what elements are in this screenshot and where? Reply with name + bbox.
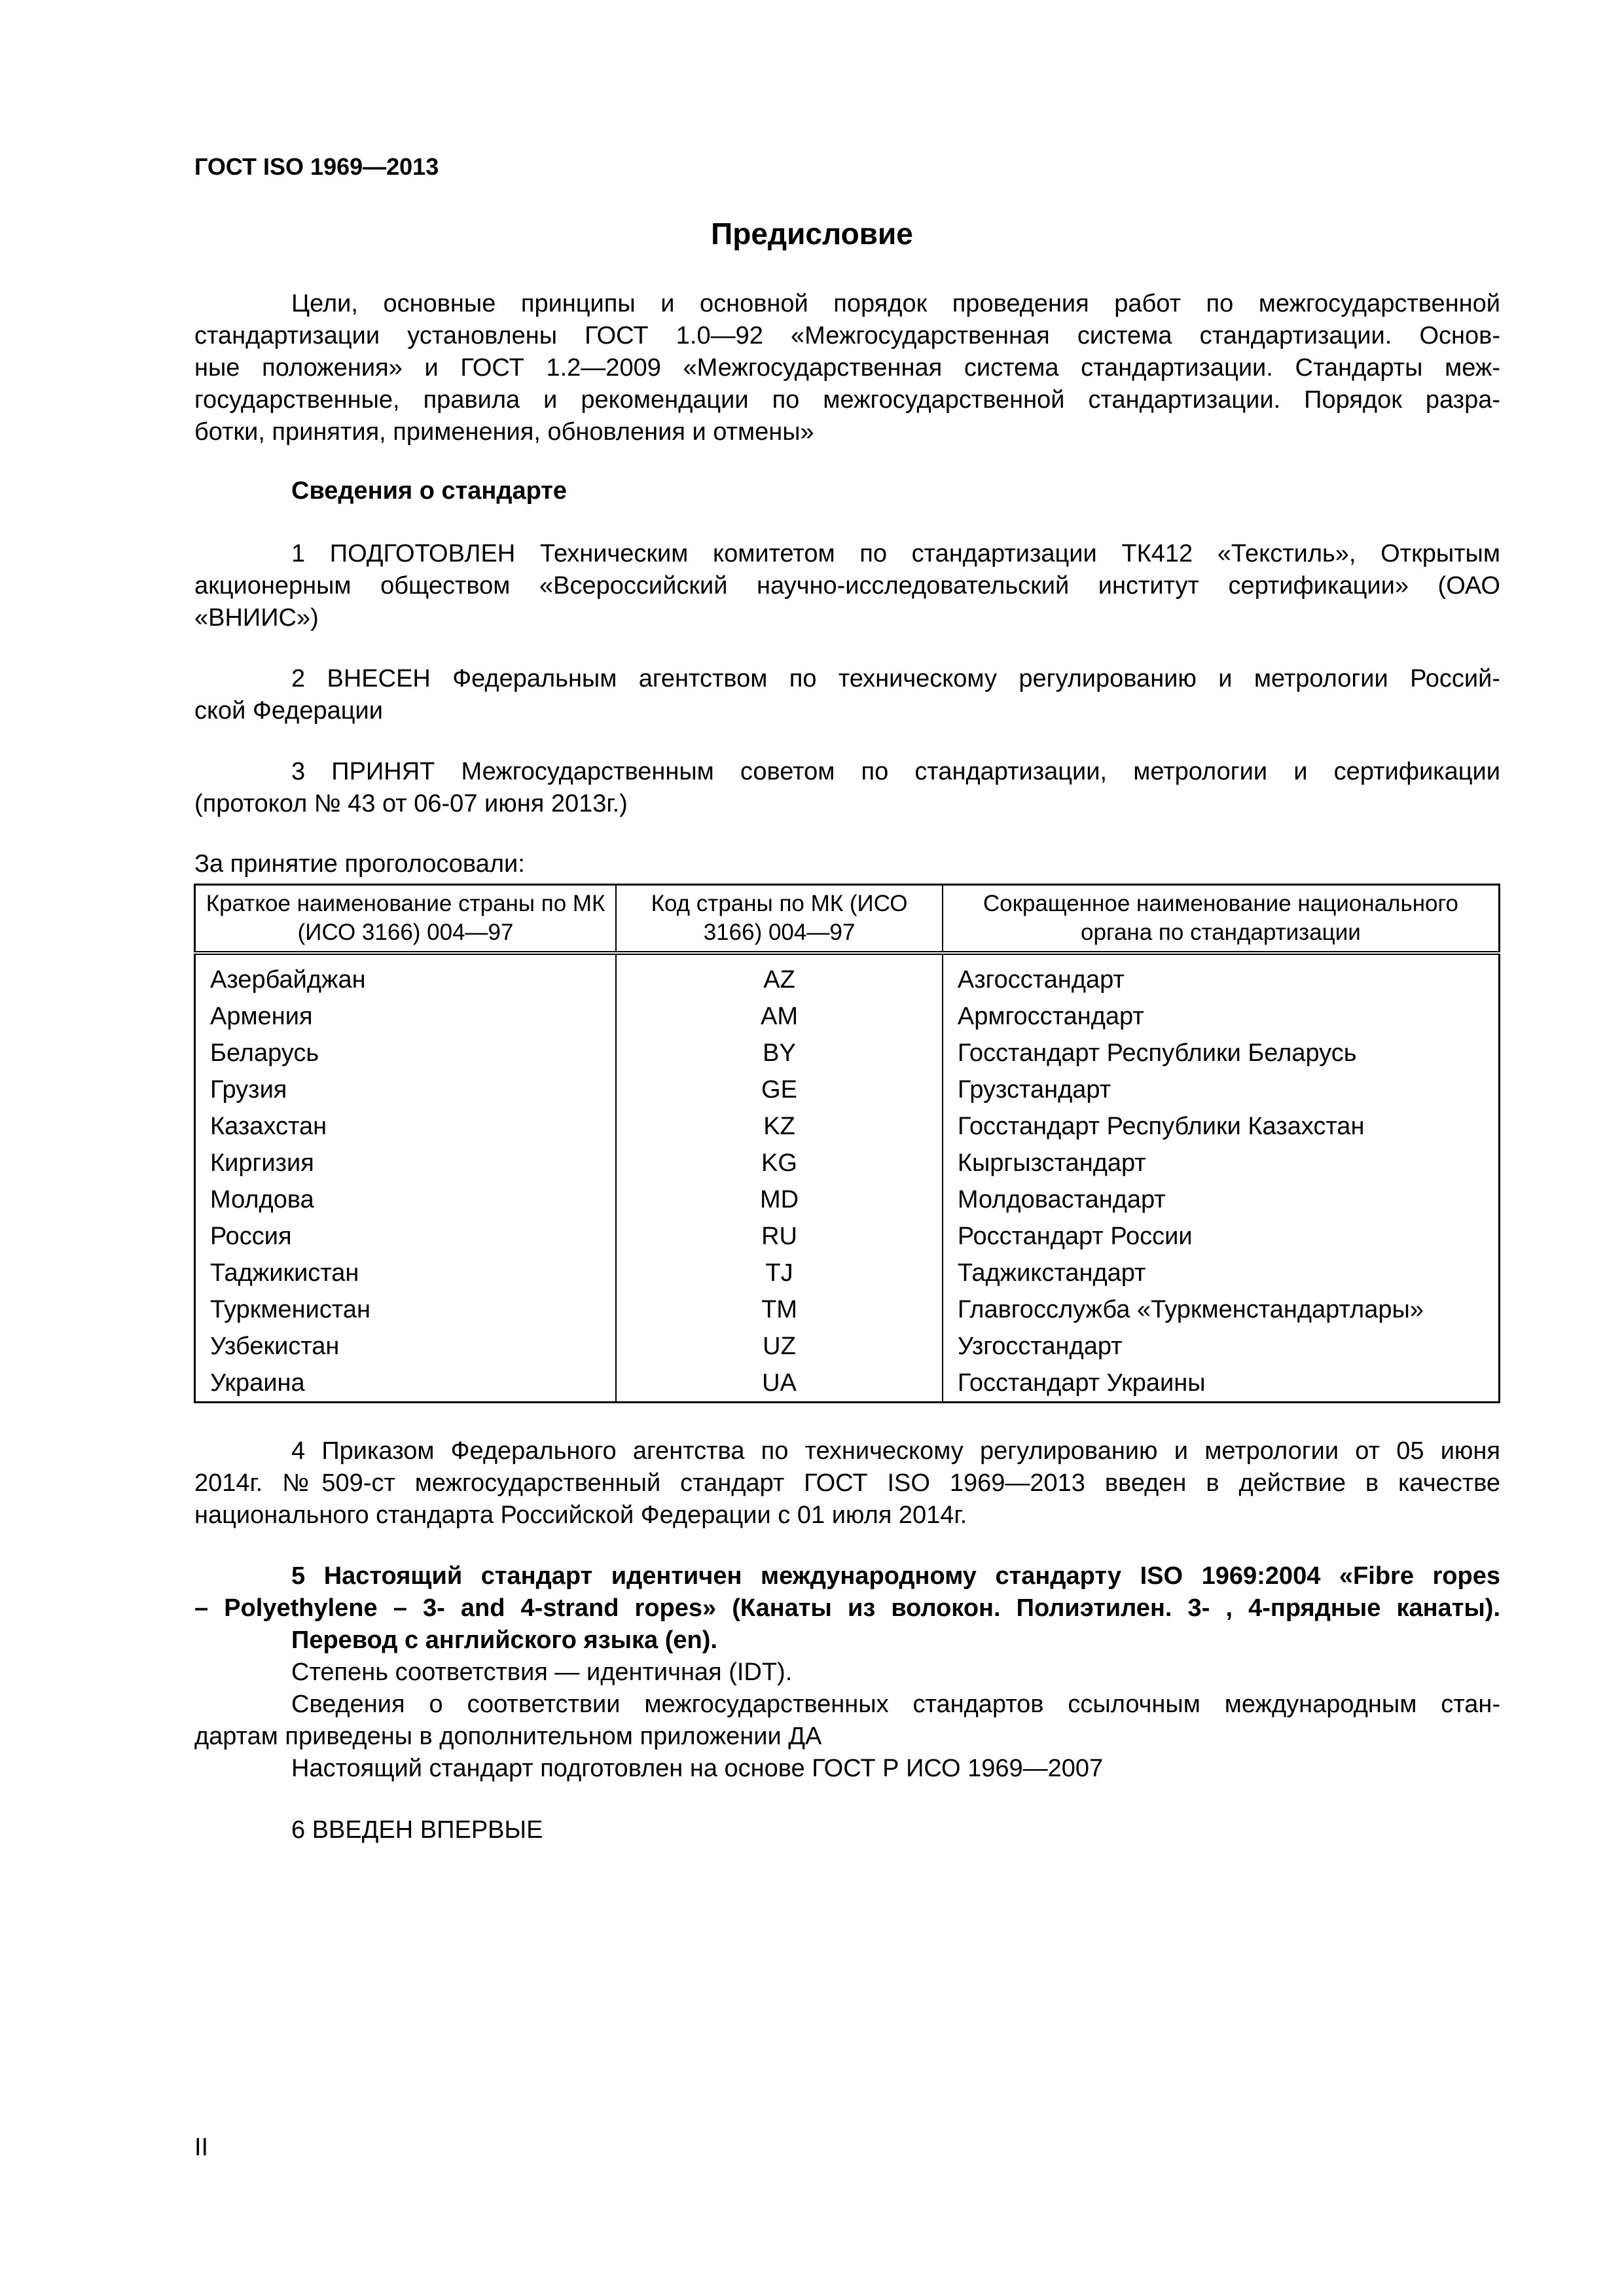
table-row: [195, 953, 1500, 998]
cell-country: Грузия: [195, 1071, 617, 1108]
cell-country: Узбекистан: [195, 1328, 617, 1365]
item5-basis: Настоящий стандарт подготовлен на основе ГОСТ Р ИСО 1969—2007: [291, 1755, 1104, 1782]
table-row: [195, 1365, 1500, 1403]
cell-body: Кыргызстандарт: [943, 1145, 1500, 1181]
cell-country: Азербайджан: [195, 953, 617, 998]
item4-line: национального стандарта Российской Федерации с 01 июля 2014г.: [194, 1501, 967, 1529]
cell-country: Беларусь: [195, 1035, 617, 1071]
item5-line: 5 Настоящий стандарт идентичен международному стандарту ISO 1969:2004 «Fibre ropes: [291, 1562, 1500, 1590]
item3-line: (протокол № 43 от 06-07 июня 2013г.): [194, 790, 628, 817]
page-title: Предисловие: [711, 217, 913, 251]
cell-code: UZ: [616, 1328, 943, 1365]
table-row: [195, 1145, 1500, 1181]
table-row: [195, 1181, 1500, 1218]
cell-body: Армгосстандарт: [943, 998, 1500, 1035]
cell-body: Госстандарт Украины: [943, 1365, 1500, 1403]
cell-country: Украина: [195, 1365, 617, 1403]
info-heading: Сведения о стандарте: [291, 477, 568, 505]
cell-body: Росстандарт России: [943, 1218, 1500, 1255]
cell-code: KG: [616, 1145, 943, 1181]
item1-line: акционерным обществом «Всероссийский научно-исследовательский институт сертификации» (ОАО: [194, 572, 1500, 600]
vote-label: За принятие проголосовали:: [194, 850, 525, 878]
cell-body: Главгосслужба «Туркменстандартлары»: [943, 1291, 1500, 1328]
cell-country: Киргизия: [195, 1145, 617, 1181]
cell-code: MD: [616, 1181, 943, 1218]
table-row: [195, 1035, 1500, 1071]
cell-code: RU: [616, 1218, 943, 1255]
cell-body: Узгосстандарт: [943, 1328, 1500, 1365]
item4-line: 2014г. №509-ст межгосударственный стандарт ГОСТ ISO 1969—2013 введен в действие в качестве: [194, 1469, 1500, 1497]
item2-line: 2 ВНЕСЕН Федеральным агентством по техническому регулированию и метрологии Россий-: [291, 665, 1500, 692]
item5-line: Перевод с английского языка (en).: [291, 1626, 717, 1654]
table-row: [195, 1291, 1500, 1328]
item5-refs-line: дартам приведены в дополнительном приложении ДА: [194, 1723, 822, 1750]
cell-code: TM: [616, 1291, 943, 1328]
cell-code: AM: [616, 998, 943, 1035]
cell-body: Таджикстандарт: [943, 1255, 1500, 1291]
cell-country: Казахстан: [195, 1108, 617, 1145]
table-row: [195, 1328, 1500, 1365]
cell-body: Госстандарт Республики Казахстан: [943, 1108, 1500, 1145]
item5-line: – Polyethylene – 3- and 4-strand ropes» (Канаты из волокон. Полиэтилен. 3- , 4-прядные канаты).: [194, 1594, 1500, 1622]
intro-line: стандартизации установлены ГОСТ 1.0—92 «Межгосударственная система стандартизации. Основ-: [194, 322, 1500, 350]
cell-country: Туркменистан: [195, 1291, 617, 1328]
item4-line: 4 Приказом Федерального агентства по техническому регулированию и метрологии от 05 июня: [291, 1437, 1500, 1465]
cell-body: Азгосстандарт: [943, 953, 1500, 998]
item6: 6 ВВЕДЕН ВПЕРВЫЕ: [291, 1816, 543, 1844]
intro-line: Цели, основные принципы и основной порядок проведения работ по межгосударственной: [291, 290, 1500, 317]
cell-body: Молдовастандарт: [943, 1181, 1500, 1218]
table-row: [195, 1255, 1500, 1291]
cell-country: Россия: [195, 1218, 617, 1255]
item1-line: «ВНИИС»): [194, 604, 319, 632]
cell-body: Госстандарт Республики Беларусь: [943, 1035, 1500, 1071]
table-row: [195, 1108, 1500, 1145]
intro-line: ные положения» и ГОСТ 1.2—2009 «Межгосударственная система стандартизации. Стандарты меж-: [194, 354, 1500, 382]
item2-line: ской Федерации: [194, 697, 383, 725]
cell-code: TJ: [616, 1255, 943, 1291]
table-row: [195, 1218, 1500, 1255]
item5-refs-line: Сведения о соответствии межгосударственных стандартов ссылочным международным стан-: [291, 1691, 1500, 1718]
intro-line: ботки, принятия, применения, обновления и отмены»: [194, 418, 814, 446]
item5-degree: Степень соответствия — идентичная (IDT).: [291, 1659, 793, 1686]
item1-line: 1 ПОДГОТОВЛЕН Техническим комитетом по стандартизации ТК412 «Текстиль», Открытым: [291, 540, 1500, 567]
table-row: [195, 998, 1500, 1035]
table-header-row: [195, 885, 1500, 954]
table-row: [195, 1071, 1500, 1108]
intro-line: государственные, правила и рекомендации по межгосударственной стандартизации. Порядок разра-: [194, 386, 1500, 414]
cell-body: Грузстандарт: [943, 1071, 1500, 1108]
cell-country: Армения: [195, 998, 617, 1035]
cell-country: Молдова: [195, 1181, 617, 1218]
item3-line: 3 ПРИНЯТ Межгосударственным советом по стандартизации, метрологии и сертификации: [291, 758, 1500, 785]
page-number: II: [194, 2134, 209, 2161]
header-body: Сокращенное наименование национального органа по стандартизации: [943, 885, 1500, 954]
cell-code: GE: [616, 1071, 943, 1108]
cell-code: KZ: [616, 1108, 943, 1145]
cell-code: BY: [616, 1035, 943, 1071]
document-header: ГОСТ ISO 1969—2013: [194, 153, 439, 180]
participants-table: [194, 884, 1500, 1403]
cell-code: UA: [616, 1365, 943, 1403]
cell-country: Таджикистан: [195, 1255, 617, 1291]
header-country: Краткое наименование страны по МК (ИСО 3166) 004—97: [195, 885, 617, 954]
cell-code: AZ: [616, 953, 943, 998]
header-code: Код страны по МК (ИСО 3166) 004—97: [616, 885, 943, 954]
